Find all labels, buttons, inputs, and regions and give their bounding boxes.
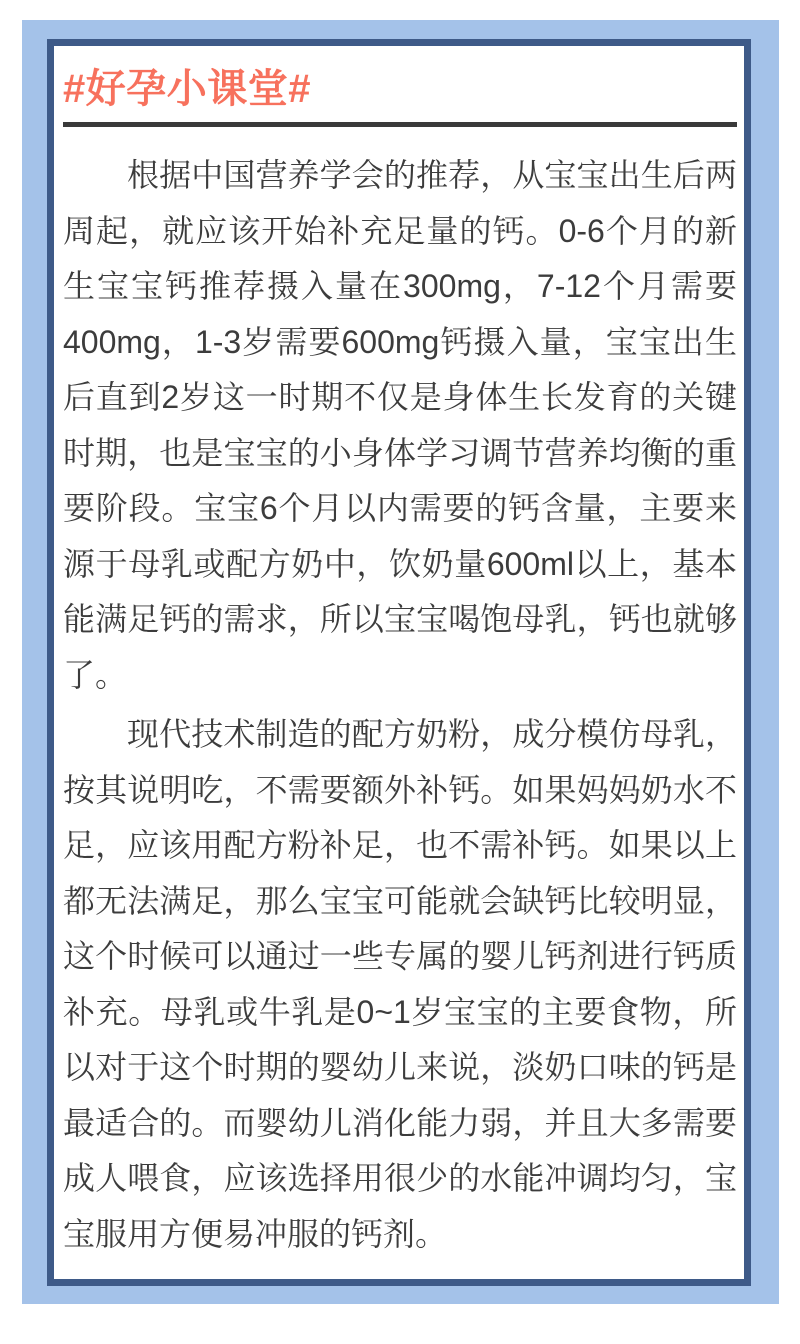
article-paragraph: 现代技术制造的配方奶粉，成分模仿母乳，按其说明吃，不需要额外补钙。如果妈妈奶水不足，应该用配方粉补足，也不需补钙。如果以上都无法满足，那么宝宝可能就会缺钙比较明显，这个时候可以通过一些专属的婴儿钙剂进行钙质补充。母乳或牛乳是0~1岁宝宝的主要食物，所以对于这个时期的婴幼儿来说，淡奶口味的钙是最适合的。而婴幼儿消化能力弱，并且大多需要成人喂食，应该选择用很少的水能冲调均匀，宝宝服用方便易冲服的钙剂。 xyxy=(63,716,737,1252)
article-card xyxy=(47,39,751,1286)
article-content xyxy=(54,46,744,1262)
article-paragraph: 根据中国营养学会的推荐，从宝宝出生后两周起，就应该开始补充足量的钙。0-6个月的新生宝宝钙推荐摄入量在300mg，7-12个月需要400mg，1-3岁需要600mg钙摄入量，宝宝出生后直到2岁这一时期不仅是身体生长发育的关键时期，也是宝宝的小身体学习调节营养均衡的重要阶段。宝宝6个月以内需要的钙含量，主要来源于母乳或配方奶中，饮奶量600ml以上，基本能满足钙的需求，所以宝宝喝饱母乳，钙也就够了。 xyxy=(63,157,737,693)
page-title: #好孕小课堂# xyxy=(63,67,311,111)
title-divider xyxy=(63,122,737,127)
article-body xyxy=(63,148,737,1262)
decorative-frame xyxy=(22,20,779,1304)
